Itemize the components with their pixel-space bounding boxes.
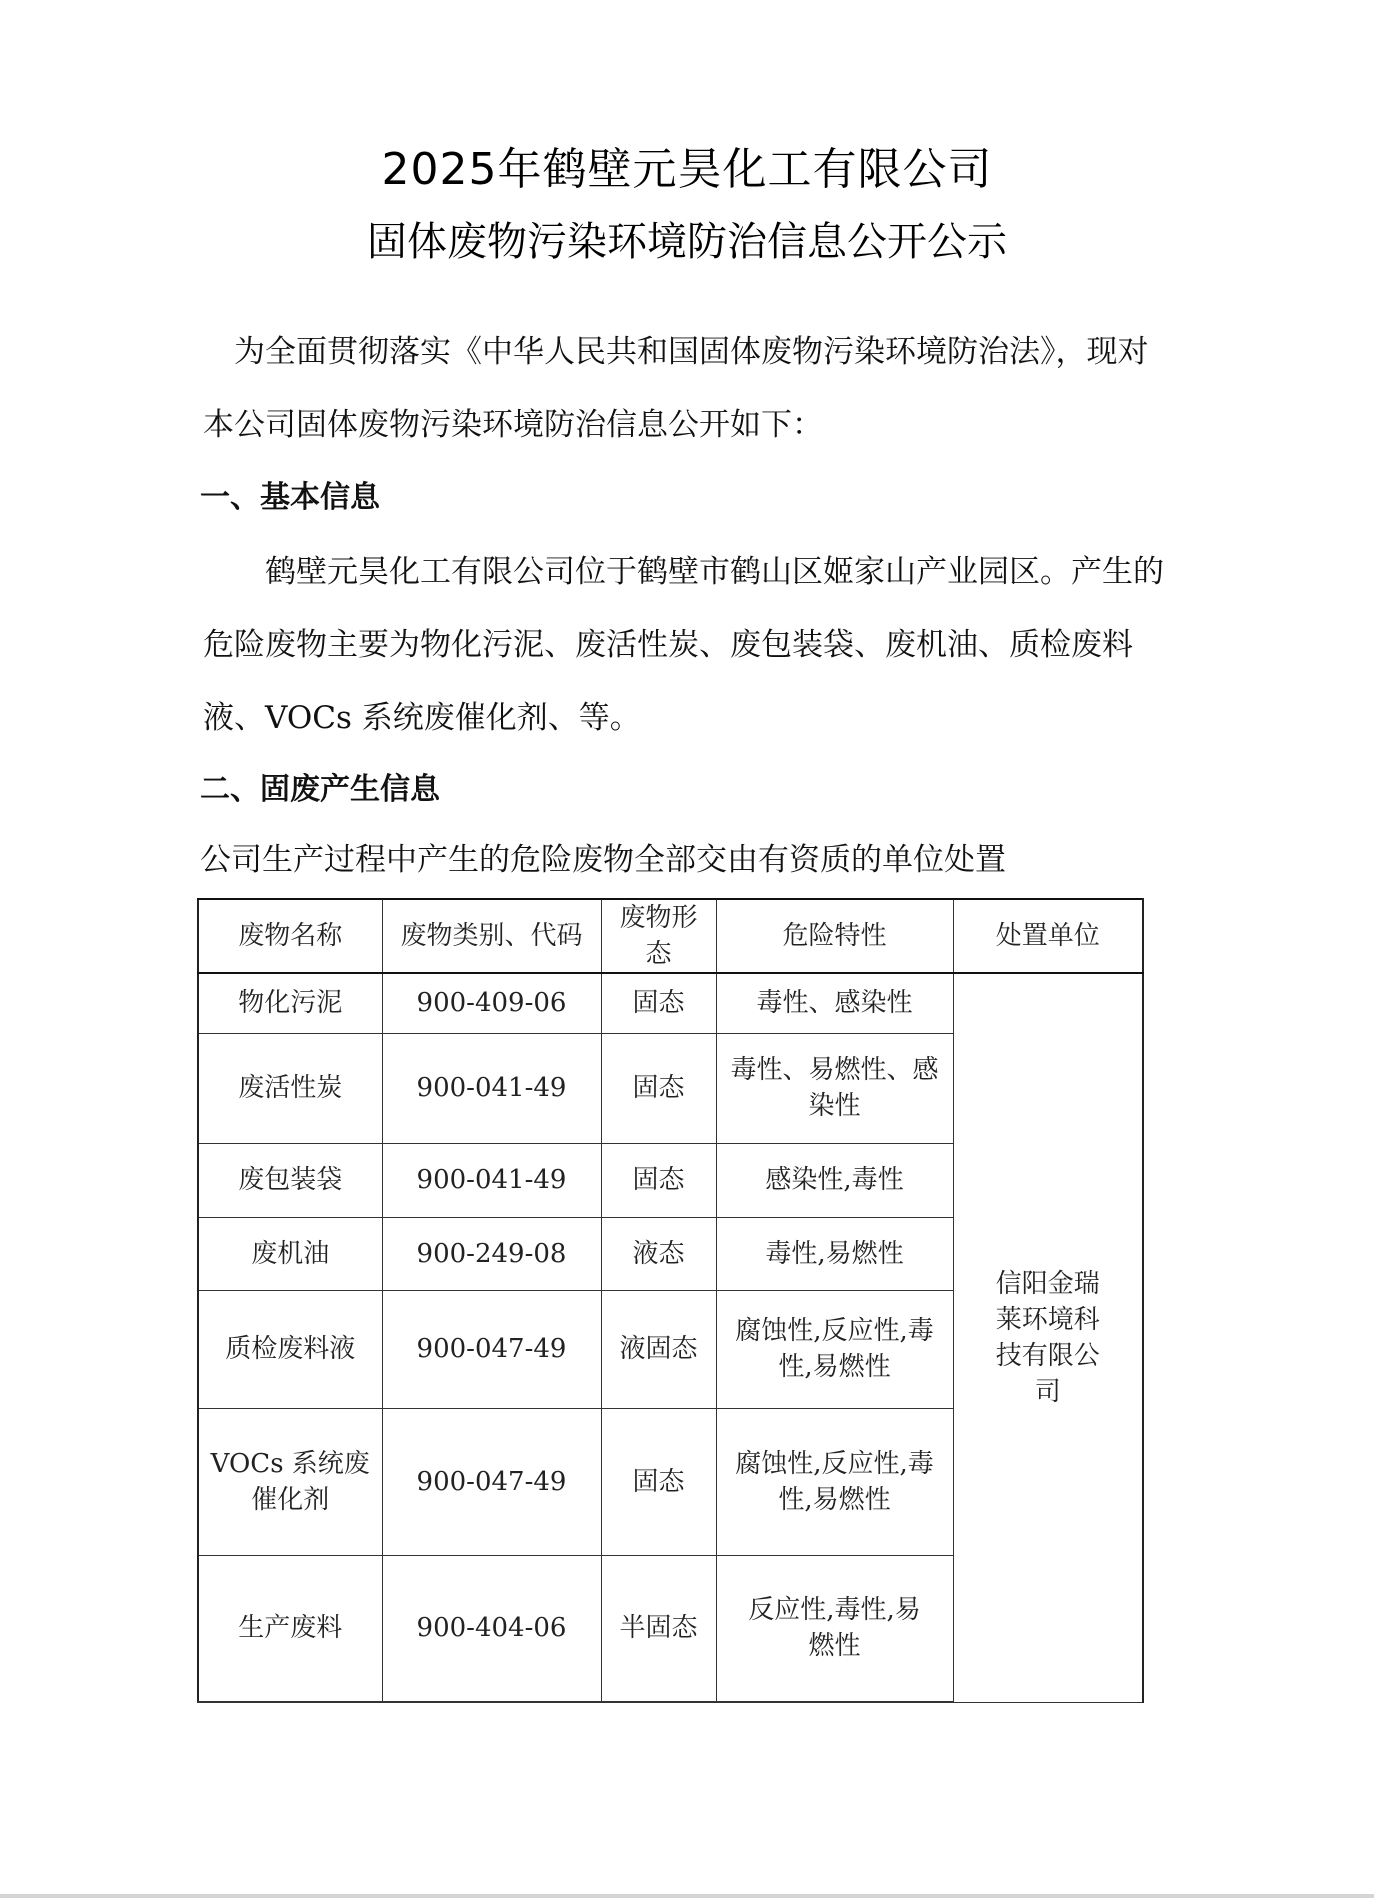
document-subtitle: 固体废物污染环境防治信息公开公示 bbox=[367, 219, 1007, 265]
cell-name: 质检废料液 bbox=[198, 1290, 382, 1408]
cell-disposal-unit: 信阳金瑞莱环境科技有限公司 bbox=[953, 973, 1143, 1702]
header-waste-code: 废物类别、代码 bbox=[382, 899, 601, 973]
table-header-row bbox=[198, 899, 1143, 973]
cell-code: 900-404-06 bbox=[382, 1555, 601, 1702]
cell-name: 废活性炭 bbox=[198, 1033, 382, 1143]
cell-form: 固态 bbox=[601, 1143, 716, 1217]
section-heading-basic-info: 一、基本信息 bbox=[200, 480, 380, 515]
intro-paragraph: 为全面贯彻落实《中华人民共和国固体废物污染环境防治法》，现对本公司固体废物污染环境防治信息公开如下： bbox=[203, 334, 1149, 443]
cell-form: 固态 bbox=[601, 1408, 716, 1555]
cell-hazard: 毒性、感染性 bbox=[716, 973, 953, 1033]
cell-code: 900-409-06 bbox=[382, 973, 601, 1033]
section-heading-waste-info: 二、固废产生信息 bbox=[200, 772, 440, 807]
cell-code: 900-249-08 bbox=[382, 1217, 601, 1290]
cell-hazard: 腐蚀性,反应性,毒性,易燃性 bbox=[716, 1290, 953, 1408]
cell-code: 900-047-49 bbox=[382, 1408, 601, 1555]
cell-name: 物化污泥 bbox=[198, 973, 382, 1033]
cell-hazard: 毒性,易燃性 bbox=[716, 1217, 953, 1290]
basic-info-paragraph: 鹤壁元昊化工有限公司位于鹤壁市鹤山区姬家山产业园区。产生的危险废物主要为物化污泥、废活性炭、废包装袋、废机油、质检废料液、VOCs 系统废催化剂、等。 bbox=[203, 554, 1164, 736]
cell-name: 废包装袋 bbox=[198, 1143, 382, 1217]
header-waste-name: 废物名称 bbox=[198, 899, 382, 973]
document-title: 2025年鹤壁元昊化工有限公司 bbox=[381, 144, 993, 195]
page-bottom-edge bbox=[0, 1894, 1374, 1898]
header-disposal-unit: 处置单位 bbox=[953, 899, 1143, 973]
cell-form: 固态 bbox=[601, 1033, 716, 1143]
cell-name: 废机油 bbox=[198, 1217, 382, 1290]
cell-code: 900-041-49 bbox=[382, 1033, 601, 1143]
table-row bbox=[198, 973, 1143, 1033]
cell-code: 900-047-49 bbox=[382, 1290, 601, 1408]
waste-info-intro: 公司生产过程中产生的危险废物全部交由有资质的单位处置 bbox=[200, 842, 1006, 878]
cell-hazard: 反应性,毒性,易燃性 bbox=[716, 1555, 953, 1702]
cell-form: 液态 bbox=[601, 1217, 716, 1290]
cell-code: 900-041-49 bbox=[382, 1143, 601, 1217]
cell-name: VOCs 系统废催化剂 bbox=[198, 1408, 382, 1555]
header-waste-form: 废物形态 bbox=[601, 899, 716, 973]
cell-hazard: 感染性,毒性 bbox=[716, 1143, 953, 1217]
hazardous-waste-table bbox=[197, 898, 1144, 1703]
cell-name: 生产废料 bbox=[198, 1555, 382, 1702]
cell-form: 半固态 bbox=[601, 1555, 716, 1702]
header-hazard: 危险特性 bbox=[716, 899, 953, 973]
cell-form: 固态 bbox=[601, 973, 716, 1033]
cell-form: 液固态 bbox=[601, 1290, 716, 1408]
cell-hazard: 毒性、易燃性、感染性 bbox=[716, 1033, 953, 1143]
cell-hazard: 腐蚀性,反应性,毒性,易燃性 bbox=[716, 1408, 953, 1555]
